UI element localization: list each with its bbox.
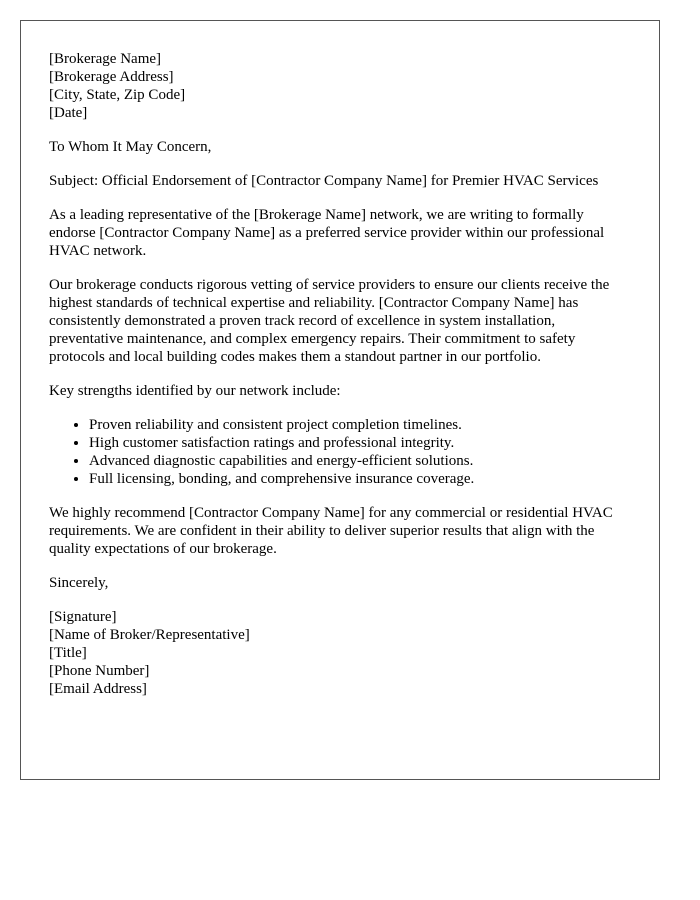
- broker-name: [Name of Broker/Representative]: [49, 627, 250, 643]
- closing: Sincerely,: [49, 575, 109, 591]
- email-address: [Email Address]: [49, 681, 147, 697]
- vetting-paragraph: Our brokerage conducts rigorous vetting of service providers to ensure our clients receive the highest standards of technical expertise and reliability. [Contractor Company Name] has consistently demonstrated a proven track record of excellence in system installation, preventative maintenance, and complex emergency repairs. Their commitment to safety protocols and local building codes makes them a standout partner in our portfolio.: [49, 277, 610, 365]
- strengths-list: [49, 416, 631, 488]
- city-state-zip: [City, State, Zip Code]: [49, 87, 186, 103]
- list-item: • High customer satisfaction ratings and professional integrity.: [89, 434, 631, 452]
- letter-page: [20, 20, 660, 780]
- brokerage-address: [Brokerage Address]: [49, 69, 174, 85]
- signature-block: [49, 608, 631, 698]
- phone-number: [Phone Number]: [49, 663, 150, 679]
- letter-date: [Date]: [49, 105, 88, 121]
- broker-title: [Title]: [49, 645, 87, 661]
- salutation: To Whom It May Concern,: [49, 139, 212, 155]
- subject-line: Subject: Official Endorsement of [Contractor Company Name] for Premier HVAC Services: [49, 173, 599, 189]
- strengths-intro: Key strengths identified by our network include:: [49, 383, 341, 399]
- intro-paragraph: As a leading representative of the [Brokerage Name] network, we are writing to formally endorse [Contractor Company Name] as a preferred service provider within our professional HVAC network.: [49, 207, 605, 259]
- list-item: • Proven reliability and consistent project completion timelines.: [89, 416, 631, 434]
- brokerage-name: [Brokerage Name]: [49, 51, 162, 67]
- recommendation-paragraph: We highly recommend [Contractor Company Name] for any commercial or residential HVAC requirements. We are confident in their ability to deliver superior results that align with the quality expectations of our brokerage.: [49, 505, 613, 557]
- list-item: • Advanced diagnostic capabilities and energy-efficient solutions.: [89, 452, 631, 470]
- sender-header: [49, 50, 631, 122]
- list-item: • Full licensing, bonding, and comprehensive insurance coverage.: [89, 470, 631, 488]
- signature: [Signature]: [49, 609, 117, 625]
